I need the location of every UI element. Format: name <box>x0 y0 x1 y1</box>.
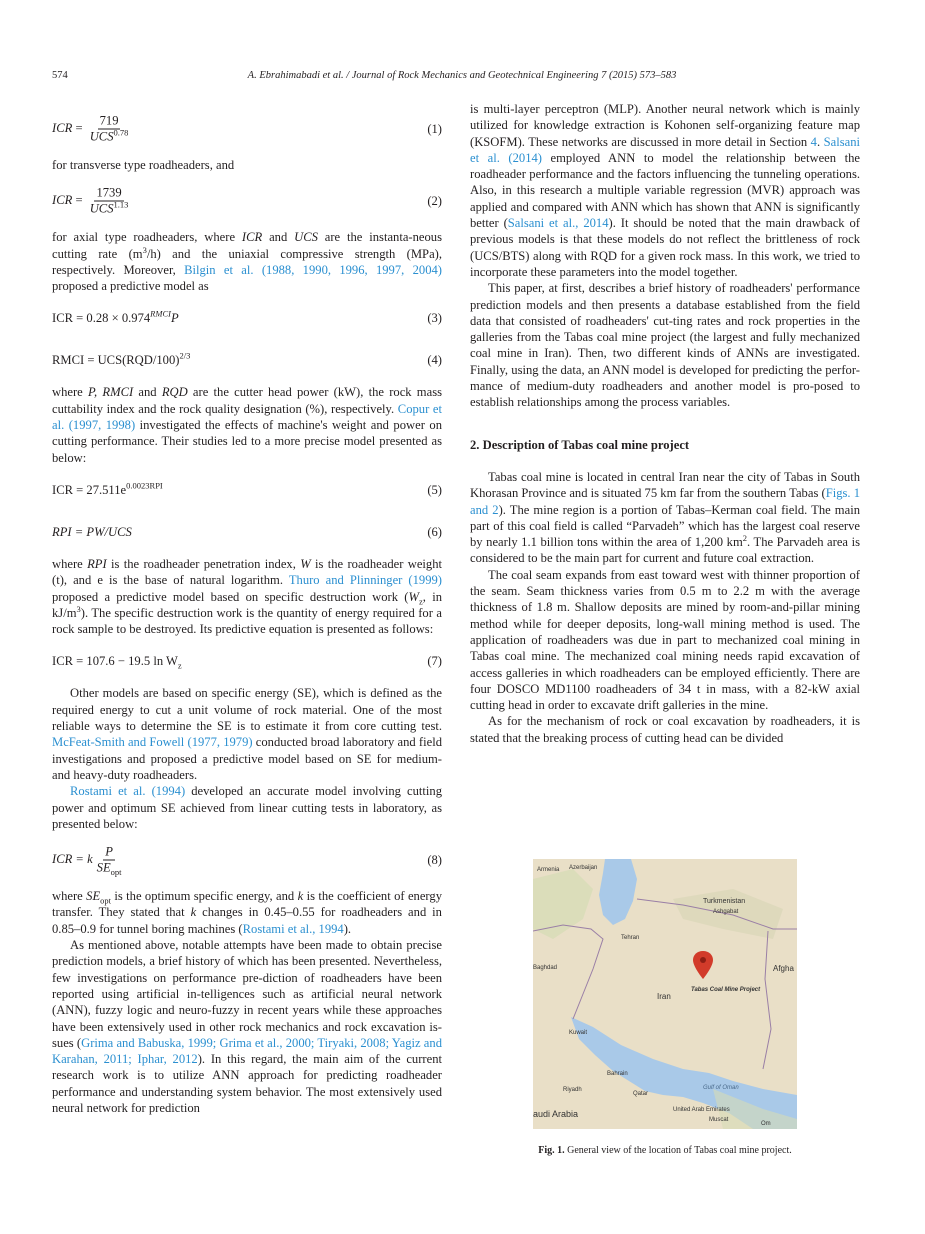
citation-link[interactable]: Salsani et al., 2014 <box>507 216 609 231</box>
page-number: 574 <box>52 70 68 81</box>
figure-caption: Fig. 1. General view of the location of Tabas coal mine project. <box>538 1145 792 1156</box>
citation-link[interactable]: Rostami et al. (1994) <box>70 784 186 799</box>
map-label: Ashgabat <box>713 909 739 915</box>
paragraph: where P, RMCI and RQD are the cutter head power (kW), the rock mass cuttability index and the rock quality designation (%), respectively. Copur et al. (1997, 1998) investigated the effects of machine's weight and power on cutting performance. Their studies led to a more precise model presented as below: <box>52 385 442 465</box>
equation-5: ICR = $27.511e^{0.0023RPI}$ (5) <box>52 480 442 497</box>
section-heading: 2. Description of Tabas coal mine project <box>470 437 690 452</box>
map-label: Bahrain <box>607 1071 628 1077</box>
equation-3: ICR = $0.28 \times 0.974^{RMCI}P$ (3) <box>52 309 442 326</box>
paragraph: As for the mechanism of rock or coal excavation by roadheaders, it is stated that the breaking process of cutting head can be divided <box>470 714 860 745</box>
equation-2: ICR = $\frac{1739}{UCS^{1.13}}$ (2) <box>52 185 442 216</box>
map-label: Gulf of Oman <box>703 1085 739 1091</box>
left-column <box>52 101 442 1116</box>
location-map <box>533 859 797 1129</box>
paragraph: where RPI is the roadheader penetration index, W is the roadheader weight (t), and e is the base of natural logarithm. Thuro and Plinninger (1999) proposed a predictive model based on specific destruction work ($W_z$, in $kJ/m^3$). The specific destruction work is the quantity of energy required for a rock sample to be destroyed. Its predictive equation is presented as follows: <box>52 556 443 637</box>
paragraph: Tabas coal mine is located in central Iran near the city of Tabas in South Khorasan Province and is situated 75 km far from the southern Tabas (Figs. 1 and 2). The mine region is a portion of Tabas–Kerman coal field. The main part of this coal field is called “Parvadeh” which has the largest coal reserve by nearly 1.1 billion tons within the area of 1,200 $km^2$. The Parvadeh area is considered to be the main part for current and future coal extraction. <box>470 469 861 566</box>
citation-link[interactable]: Rostami et al., 1994 <box>242 921 344 936</box>
equation-7: ICR = 107.6 − 19.5 $\ln W_z$ (7) <box>52 654 442 671</box>
map-label: Azerbaijan <box>569 865 598 871</box>
map-label: Muscat <box>709 1117 729 1123</box>
citation-link[interactable]: Salsani et al. (2014) <box>470 134 860 165</box>
equation-4: RMCI = $UCS(RQD/100)^{2/3}$ (4) <box>52 351 442 368</box>
paragraph: The coal seam expands from east toward west with thinner proportion of the seam. Seam thickness varies from 0.5 m to 2.2 m with the average thickness of 1.8 m. Shallow deposits are mined by room-and-pillar mining method while for deeper deposits, long-wall mining method is used. The application of roadheaders was due in part to mechanized coal mining in Tabas coal mine. The mechanized coal mining needs rapid excavation of access galleries in which roadheaders can be employed efficiently. There are four DOSCO MD1100 roadheaders of 34 t in mass, with a 82-kW axial cutting head in order to excavate drift galleries in the mine. <box>470 567 860 713</box>
citation-link[interactable]: Copur et al. (1997, 1998) <box>52 401 442 433</box>
map-label: Tabas Coal Mine Project <box>691 987 761 993</box>
citation-link[interactable]: Thuro and Plinninger (1999) <box>288 573 443 588</box>
map-label: Riyadh <box>563 1087 582 1093</box>
equation-8: ICR = k $\frac{P}{SE_{opt}}$ (8) <box>52 844 442 878</box>
citation-link[interactable]: Grima and Babuska, 1999; Grima et al., 2000; Tiryaki, 2008; Yagiz and Karahan, 2011; Iphar, 2012 <box>52 1035 442 1067</box>
equation-1: ICR = $\frac{719}{UCS^{0.78}}$ (1) <box>52 113 442 144</box>
paragraph: Rostami et al. (1994) developed an accurate model involving cutting power and optimum SE achieved from linear cutting tests in laboratory, as presented below: <box>52 784 443 831</box>
citation-link[interactable]: Bilgin et al. (1988, 1990, 1996, 1997, 2004) <box>184 262 442 277</box>
figure-link[interactable]: Figs. 1 and 2 <box>470 486 861 517</box>
equation-6: RPI = PW/UCS (6) <box>52 524 442 539</box>
citation-link[interactable]: McFeat-Smith and Fowell (1977, 1979) <box>52 735 253 750</box>
map-label: Baghdad <box>533 965 558 971</box>
map-label: Om <box>761 1121 771 1127</box>
right-column <box>470 101 860 746</box>
map-label: audi Arabia <box>533 1109 579 1119</box>
map-label: Armenia <box>537 867 560 873</box>
journal-citation: A. Ebrahimabadi et al. / Journal of Rock Mechanics and Geotechnical Engineering 7 (2015) 573–583 <box>247 70 677 81</box>
paragraph: is multi-layer perceptron (MLP). Another neural network which is mainly utilized for knowledge extraction is Kohonen self-organizing feature map (KSOFM). These networks are discussed in more detail in Section 4. Salsani et al. (2014) employed ANN to model the relationship between the roadheader performance and the factors influencing the tunneling operations. Also, in this research a multiple variable regression (MVR) approach was applied and compared with ANN which has shown that ANN is significantly better (Salsani et al., 2014). It should be noted that the main drawback of previous models is that these models do not reflect the brittleness of rock (UCS/BTS) along with RQD for a given rock mass. In this work, we tried to incorporate these parameters into the model together. <box>470 102 860 279</box>
paragraph: for transverse type roadheaders, and <box>52 158 235 172</box>
paragraph: As mentioned above, notable attempts have been made to obtain precise prediction models, a brief history of which has been presented. Nevertheless, few investigations on performance pre-diction of roadheaders have been reported using artificial in-telligences such as artificial neural network (ANN), fuzzy logic and neuro-fuzzy in recent years while these approaches have been extensively used in other rock mechanics and rock excavation is-sues (Grima and Babuska, 1999; Grima et al., 2000; Tiryaki, 2008; Yagiz and Karahan, 2011; Iphar, 2012). In this regard, the main aim of the current research work is to utilize ANN approach for predicting roadheader performance and understanding system behavior. The most extensively used neural network for prediction <box>52 938 442 1115</box>
paragraph: for axial type roadheaders, where ICR and UCS are the instanta-neous cutting rate $(m^3/h)$ and the uniaxial compressive strength (MPa), respectively. Moreover, Bilgin et al. (1988, 1990, 1996, 1997, 2004) proposed a predictive model as <box>52 230 442 294</box>
paragraph: where $SE_{opt}$ is the optimum specific energy, and k is the coefficient of energy transfer. They stated that k changes in 0.45–0.55 for roadheaders and in 0.85–0.9 for tunnel boring machines (Rostami et al., 1994). <box>52 889 442 936</box>
map-label: Iran <box>657 992 671 1001</box>
map-label: Tehran <box>621 935 640 941</box>
paragraph: Other models are based on specific energy (SE), which is defined as the required energy to cut a unit volume of rock material. One of the most reliable ways to determine the SE is to estimate it from core cutting test. McFeat-Smith and Fowell (1977, 1979) conducted broad laboratory and field investigations and proposed a predictive model based on SE for medium- and heavy-duty roadheaders. <box>52 686 443 782</box>
map-label: Afgha <box>773 964 794 973</box>
section-link[interactable]: 4 <box>810 134 817 149</box>
map-label: Kuwait <box>569 1030 588 1036</box>
map-label: Qatar <box>633 1091 649 1097</box>
map-label: United Arab Emirates <box>673 1107 730 1113</box>
map-label: Turkmenistan <box>703 898 746 905</box>
paragraph: This paper, at first, describes a brief history of roadheaders' performance prediction models and then presents a database established from the field data that consisted of roadheaders' cut-ting rates and rock properties in the galleries from the Tabas coal mine project (the largest and fully mechanized coal mine in Iran). Then, two different kinds of ANNs are investigated. Finally, using the data, an ANN model is developed for predicting the perfor-mance of medium-duty roadheaders and another model is pro-posed to establish relationships among the process variables. <box>470 281 860 410</box>
